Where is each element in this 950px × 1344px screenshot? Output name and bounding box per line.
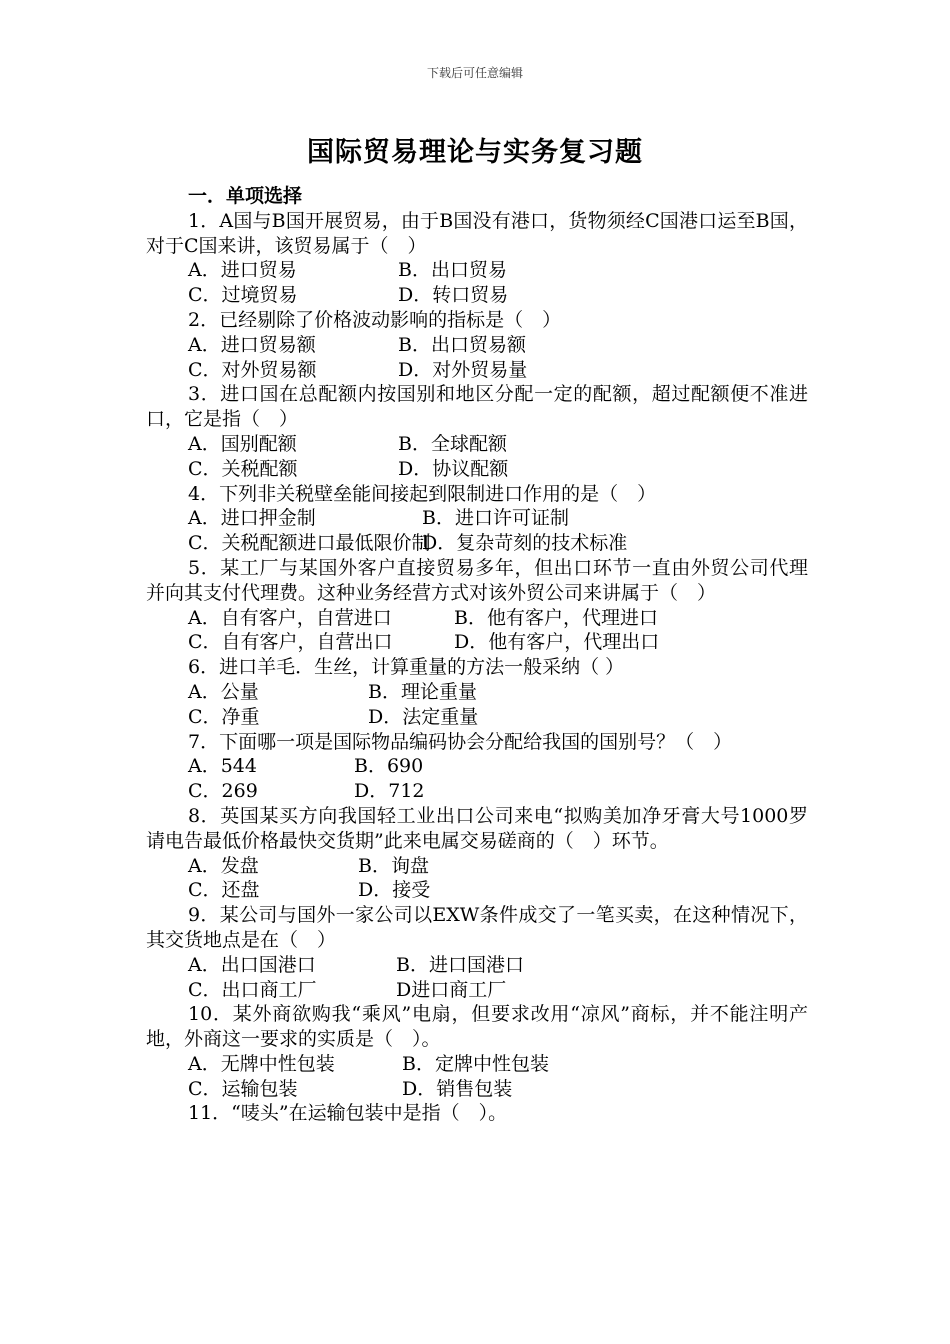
option-left: C．过境贸易 — [188, 284, 298, 307]
option-row — [146, 258, 808, 283]
option-right: B．进口国港口 — [396, 953, 524, 976]
question-list — [146, 209, 808, 1126]
option-row — [146, 333, 808, 358]
option-right: B．出口贸易额 — [398, 333, 526, 356]
option-right: B．询盘 — [358, 854, 429, 877]
option-row — [146, 779, 808, 804]
option-row — [146, 680, 808, 705]
option-right: B．定牌中性包装 — [402, 1052, 549, 1075]
option-left: A．发盘 — [188, 854, 259, 877]
option-right: D．712 — [354, 780, 425, 803]
option-row — [146, 358, 808, 383]
option-row — [146, 630, 808, 655]
option-left: A．进口贸易 — [188, 259, 297, 282]
option-row — [146, 953, 808, 978]
question-text: 8．英国某买方向我国轻工业出口公司来电“拟购美加净牙膏大号1000罗请电告最低价格最快交货期”此来电属交易磋商的（ ）环节。 — [146, 804, 808, 852]
option-row — [146, 754, 808, 779]
option-right: D．转口贸易 — [398, 284, 509, 307]
question-text: 1．A国与B国开展贸易，由于B国没有港口，货物须经C国港口运至B国，对于C国来讲，该贸易属于（ ） — [146, 209, 808, 257]
option-right: B．进口许可证制 — [422, 507, 569, 530]
option-row — [146, 1052, 808, 1077]
option-right: B．他有客户，代理进口 — [454, 606, 658, 629]
option-left: C．出口商工厂 — [188, 978, 317, 1001]
option-right: D．法定重量 — [368, 705, 479, 728]
option-right: B．全球配额 — [398, 432, 507, 455]
question-text: 9．某公司与国外一家公司以EXW条件成交了一笔买卖，在这种情况下，其交货地点是在（ ） — [146, 904, 808, 951]
option-left: C．运输包装 — [188, 1077, 298, 1100]
option-left: C．自有客户，自营出口 — [188, 631, 393, 654]
option-right: D．他有客户，代理出口 — [454, 631, 660, 654]
option-row — [146, 606, 808, 631]
option-right: B．出口贸易 — [398, 259, 507, 282]
option-left: A．544 — [188, 755, 257, 778]
option-row — [146, 854, 808, 879]
question-text: 6．进口羊毛．生丝，计算重量的方法一般采纳（ ） — [188, 656, 625, 679]
option-right: D进口商工厂 — [396, 978, 507, 1001]
option-left: C．还盘 — [188, 879, 260, 902]
option-left: C．269 — [188, 780, 258, 803]
document-body — [146, 184, 808, 1126]
option-row — [146, 432, 808, 457]
option-right: B．690 — [354, 755, 424, 778]
option-left: C．关税配额进口最低限价制 — [188, 532, 431, 555]
option-row — [146, 1077, 808, 1102]
option-row — [146, 705, 808, 730]
option-left: A．进口押金制 — [188, 507, 316, 530]
option-right: D．销售包装 — [402, 1077, 513, 1100]
option-right: D．对外贸易量 — [398, 358, 528, 381]
option-left: A．自有客户，自营进口 — [188, 606, 392, 629]
question-text: 11．“唛头”在运输包装中是指（ ）。 — [188, 1102, 508, 1125]
option-right: D．复杂苛刻的技术标准 — [422, 532, 628, 555]
document-title: 国际贸易理论与实务复习题 — [307, 137, 643, 168]
option-left: A．进口贸易额 — [188, 333, 316, 356]
section-heading: 一．单项选择 — [188, 185, 303, 207]
option-left: A．国别配额 — [188, 432, 297, 455]
question-text: 10．某外商欲购我“乘风”电扇，但要求改用“凉风”商标，并不能注明产地，外商这一要求的实质是（ ）。 — [146, 1003, 808, 1051]
question-text: 2．已经剔除了价格波动影响的指标是（ ） — [188, 308, 562, 331]
option-left: C．对外贸易额 — [188, 358, 317, 381]
question-text: 5．某工厂与某国外客户直接贸易多年，但出口环节一直由外贸公司代理并向其支付代理费。这种业务经营方式对该外贸公司来讲属于（ ） — [146, 556, 808, 604]
option-row — [146, 506, 808, 531]
option-row — [146, 531, 808, 556]
page-header: 下载后可任意编辑 — [426, 66, 523, 80]
option-left: C．关税配额 — [188, 457, 298, 480]
option-left: A．出口国港口 — [188, 953, 316, 976]
option-row — [146, 283, 808, 308]
option-left: A．公量 — [188, 680, 259, 703]
option-right: D．接受 — [358, 879, 431, 902]
option-row — [146, 878, 808, 903]
question-text: 3．进口国在总配额内按国别和地区分配一定的配额，超过配额便不准进口，它是指（ ） — [146, 383, 808, 431]
option-left: A．无牌中性包装 — [188, 1052, 335, 1075]
option-right: B．理论重量 — [368, 680, 477, 703]
option-row — [146, 978, 808, 1003]
option-left: C．净重 — [188, 705, 260, 728]
question-text: 4．下列非关税壁垒能间接起到限制进口作用的是（ ） — [188, 482, 657, 505]
question-text: 7．下面哪一项是国际物品编码协会分配给我国的国别号？（ ） — [188, 730, 733, 753]
option-right: D．协议配额 — [398, 457, 509, 480]
option-row — [146, 457, 808, 482]
